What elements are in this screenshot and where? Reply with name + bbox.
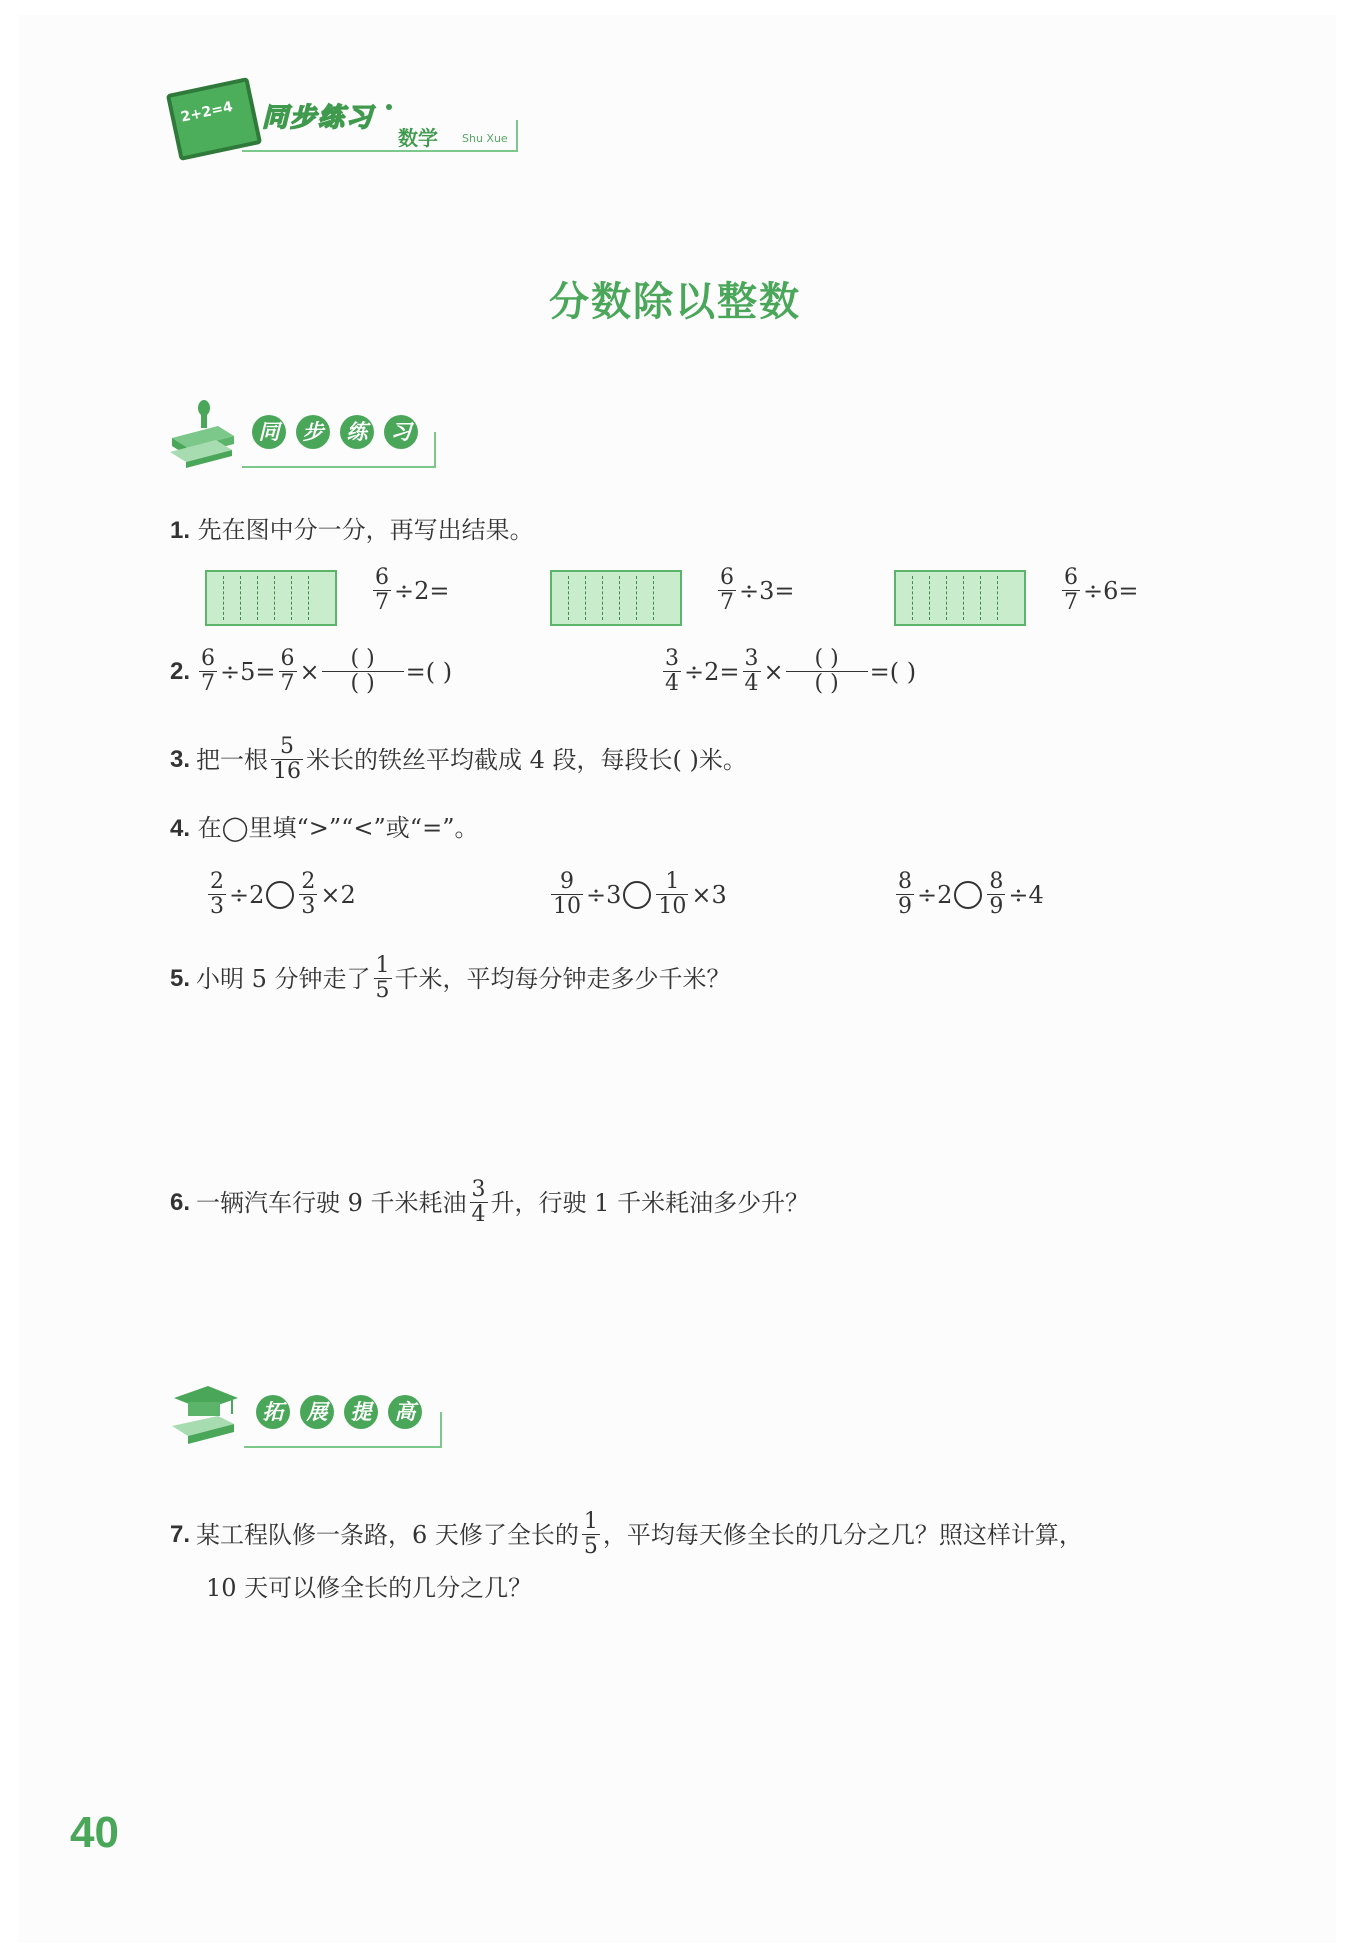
fraction-diagram-2[interactable] — [550, 570, 682, 626]
q1-expression-2: $\frac{6}{7}$ ÷3= — [720, 565, 795, 615]
question-4: 4. 在◯里填“>”“<”或“=”。 — [170, 814, 479, 842]
section2-char-4: 高 — [388, 1395, 422, 1429]
section1-char-4: 习 — [384, 415, 418, 449]
header-underline — [242, 150, 518, 152]
section2-char-3: 提 — [344, 1395, 378, 1429]
page-number: 40 — [70, 1808, 119, 1857]
question-2a: 2. $\frac{6}{7}$ ÷5= $\frac{6}{7}$ × ( ) ( ) =( ) — [170, 646, 453, 696]
compare-circle[interactable] — [623, 881, 651, 909]
header-divider — [516, 120, 518, 152]
subject-pinyin: Shu Xue — [462, 132, 508, 145]
fraction-diagram-1[interactable] — [205, 570, 337, 626]
page-title: 分数除以整数 — [549, 278, 801, 325]
section2-char-2: 展 — [300, 1395, 334, 1429]
section1-char-2: 步 — [296, 415, 330, 449]
q1-expression-3: $\frac{6}{7}$ ÷6= — [1064, 565, 1139, 615]
fraction-diagram-3[interactable] — [894, 570, 1026, 626]
q4-compare-2: $\frac{9}{10}$ ÷3 $\frac{1}{10}$ ×3 — [553, 869, 727, 919]
section2-divider — [440, 1412, 442, 1448]
q4-compare-3: $\frac{8}{9}$ ÷2 $\frac{8}{9}$ ÷4 — [898, 869, 1044, 919]
section1-char-3: 练 — [340, 415, 374, 449]
question-3: 3. 把一根 $\frac{5}{16}$ 米长的铁丝平均截成 4 段，每段长( )米。 — [170, 734, 747, 784]
answer-area-7[interactable] — [205, 1630, 1205, 1780]
answer-area-6[interactable] — [205, 1250, 1205, 1360]
blackboard-icon: 2+2=4 — [166, 77, 262, 161]
compare-circle[interactable] — [266, 881, 294, 909]
section1-divider — [434, 432, 436, 468]
question-2b: $\frac{3}{4}$ ÷2= $\frac{3}{4}$ × ( ) ( ) =( ) — [665, 646, 917, 696]
answer-blank[interactable]: ( ) ( ) — [786, 647, 868, 696]
question-6: 6. 一辆汽车行驶 9 千米耗油 $\frac{3}{4}$ 升，行驶 1 千米耗油多少升？ — [170, 1177, 810, 1227]
compare-circle[interactable] — [954, 881, 982, 909]
answer-blank[interactable]: =( ) — [869, 657, 917, 686]
q1-expression-1: $\frac{6}{7}$ ÷2= — [375, 565, 450, 615]
books-icon — [168, 398, 238, 470]
section2-char-1: 拓 — [256, 1395, 290, 1429]
section1-underline — [242, 466, 436, 468]
subject-label: 数学 — [398, 126, 438, 150]
question-5: 5. 小明 5 分钟走了 $\frac{1}{5}$ 千米，平均每分钟走多少千米？ — [170, 953, 731, 1003]
section2-underline — [244, 1446, 442, 1448]
answer-blank[interactable]: =( ) — [405, 657, 453, 686]
series-title: 同步练习 — [262, 103, 375, 133]
answer-area-5[interactable] — [205, 1030, 1205, 1150]
answer-blank[interactable]: ( ) ( ) — [322, 647, 404, 696]
graduation-cap-icon — [168, 1378, 240, 1448]
question-7: 7. 某工程队修一条路，6 天修了全长的 $\frac{1}{5}$ ，平均每天修全长的几分之几？照这样计算， — [170, 1509, 1083, 1559]
question-7-line-2: 10 天可以修全长的几分之几？ — [206, 1574, 533, 1602]
question-1: 1. 先在图中分一分，再写出结果。 — [170, 516, 534, 544]
section1-char-1: 同 — [252, 415, 286, 449]
q4-compare-1: $\frac{2}{3}$ ÷2 $\frac{2}{3}$ ×2 — [210, 869, 356, 919]
dot-icon — [386, 104, 392, 110]
